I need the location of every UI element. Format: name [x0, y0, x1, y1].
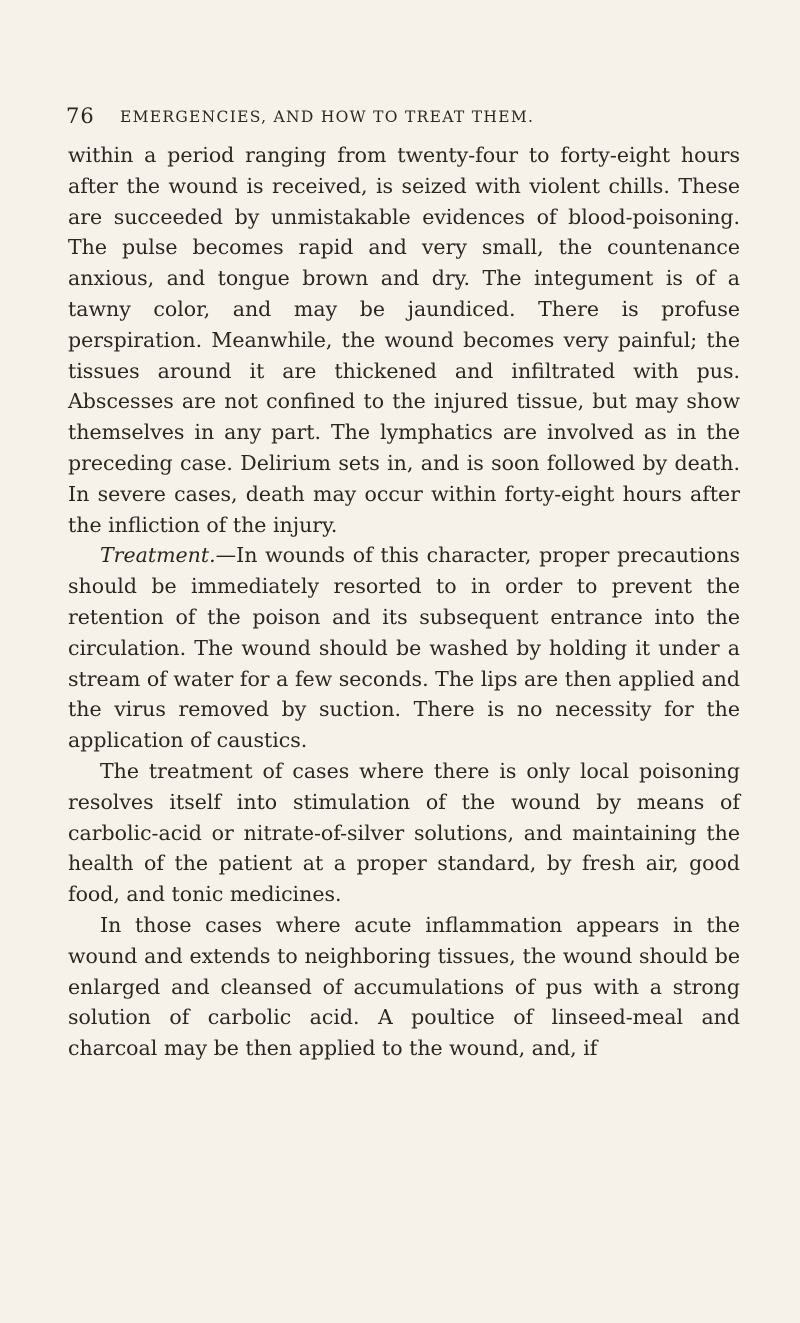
running-title: EMERGENCIES, AND HOW TO TREAT THEM.: [120, 108, 535, 126]
treatment-heading: Treatment.: [100, 543, 216, 568]
body-text: [68, 140, 740, 1064]
book-page: [68, 100, 740, 1064]
paragraph-continuation: within a period ranging from twenty-four to forty-eight hours after the wound is received, is seized with violent chills. These are succeeded by unmistakable evidences of blood-poisoning. The pulse becomes rapid and very small, the countenance anxious, and tongue brown and dry. The integument is of a tawny color, and may be jaundiced. There is profuse perspiration. Meanwhile, the wound becomes very painful; the tissues around it are thickened and infiltrated with pus. Abscesses are not confined to the injured tissue, but may show themselves in any part. The lymphatics are involved as in the preceding case. Delirium sets in, and is soon followed by death. In severe cases, death may occur within forty-eight hours after the infliction of the injury.: [68, 143, 740, 537]
paragraph-local-poisoning: The treatment of cases where there is only local poisoning resolves itself into stimulation of the wound by means of carbolic-acid or nitrate-of-silver solutions, and maintaining the health of the patient at a proper standard, by fresh air, good food, and tonic medicines.: [68, 758, 740, 907]
paragraph-acute-inflammation: In those cases where acute inflammation appears in the wound and extends to neighboring tissues, the wound should be enlarged and cleansed of accumulations of pus with a strong solution of carbolic acid. A poultice of linseed-meal and charcoal may be then applied to the wound, and, if: [68, 912, 740, 1061]
paragraph-treatment: [68, 540, 740, 756]
running-head: [68, 100, 740, 140]
treatment-text: —In wounds of this character, proper precautions should be immediately resorted to in order to prevent the retention of the poison and its subsequent entrance into the circulation. The wound should be washed by holding it under a stream of water for a few seconds. The lips are then applied and the virus removed by suction. There is no necessity for the application of caustics.: [68, 543, 740, 753]
page-number: 76: [66, 104, 95, 128]
